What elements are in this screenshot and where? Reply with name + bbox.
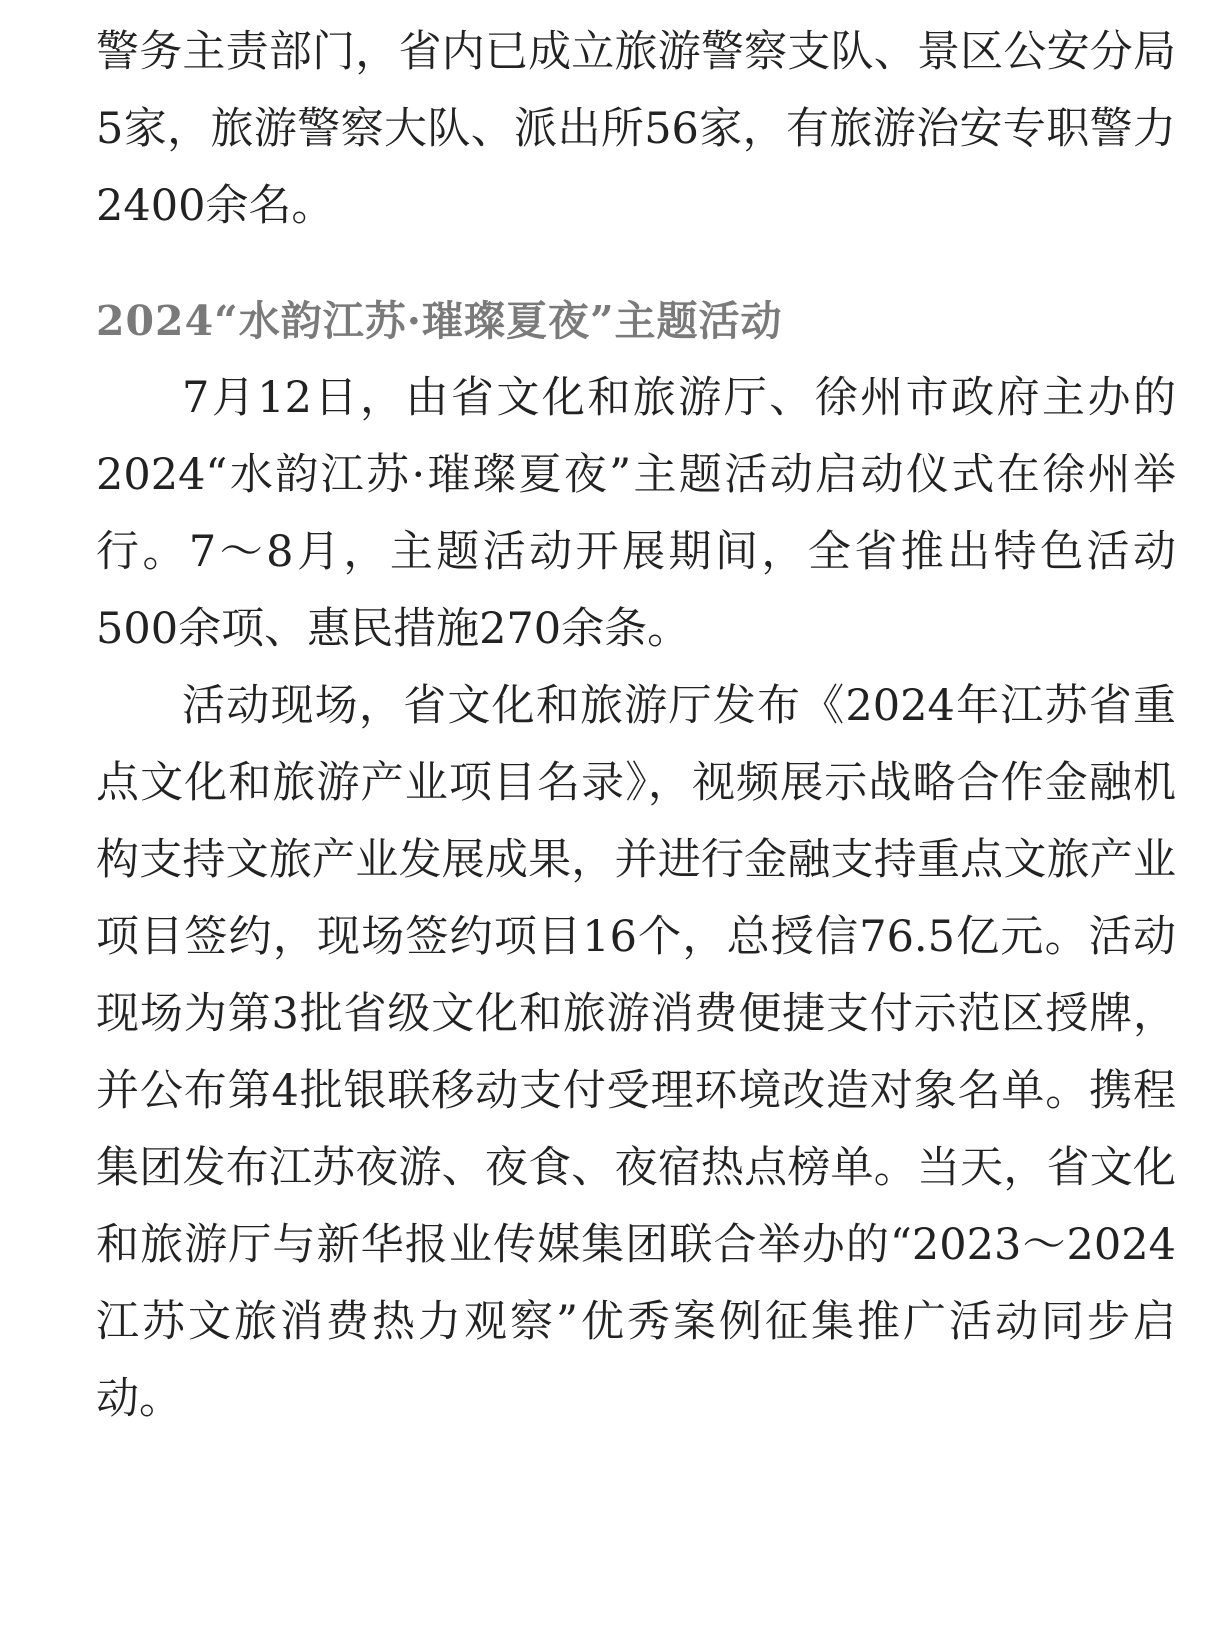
- section-heading: 2024“水韵江苏·璀璨夏夜”主题活动: [96, 297, 783, 345]
- continued-paragraph: 警务主责部门，省内已成立旅游警察支队、景区公安分局5家，旅游警察大队、派出所56家，有旅游治安专职警力2400余名。: [96, 27, 1176, 231]
- document-page: [96, 14, 1176, 1438]
- body-paragraph-1: 7月12日，由省文化和旅游厅、徐州市政府主办的2024“水韵江苏·璀璨夏夜”主题活动启动仪式在徐州举行。7～8月，主题活动开展期间，全省推出特色活动500余项、惠民措施270余条。: [96, 373, 1176, 654]
- body-paragraph-2: 活动现场，省文化和旅游厅发布《2024年江苏省重点文化和旅游产业项目名录》，视频展示战略合作金融机构支持文旅产业发展成果，并进行金融支持重点文旅产业项目签约，现场签约项目16个，总授信76.5亿元。活动现场为第3批省级文化和旅游消费便捷支付示范区授牌，并公布第4批银联移动支付受理环境改造对象名单。携程集团发布江苏夜游、夜食、夜宿热点榜单。当天，省文化和旅游厅与新华报业传媒集团联合举办的“2023～2024江苏文旅消费热力观察”优秀案例征集推广活动同步启动。: [96, 681, 1176, 1424]
